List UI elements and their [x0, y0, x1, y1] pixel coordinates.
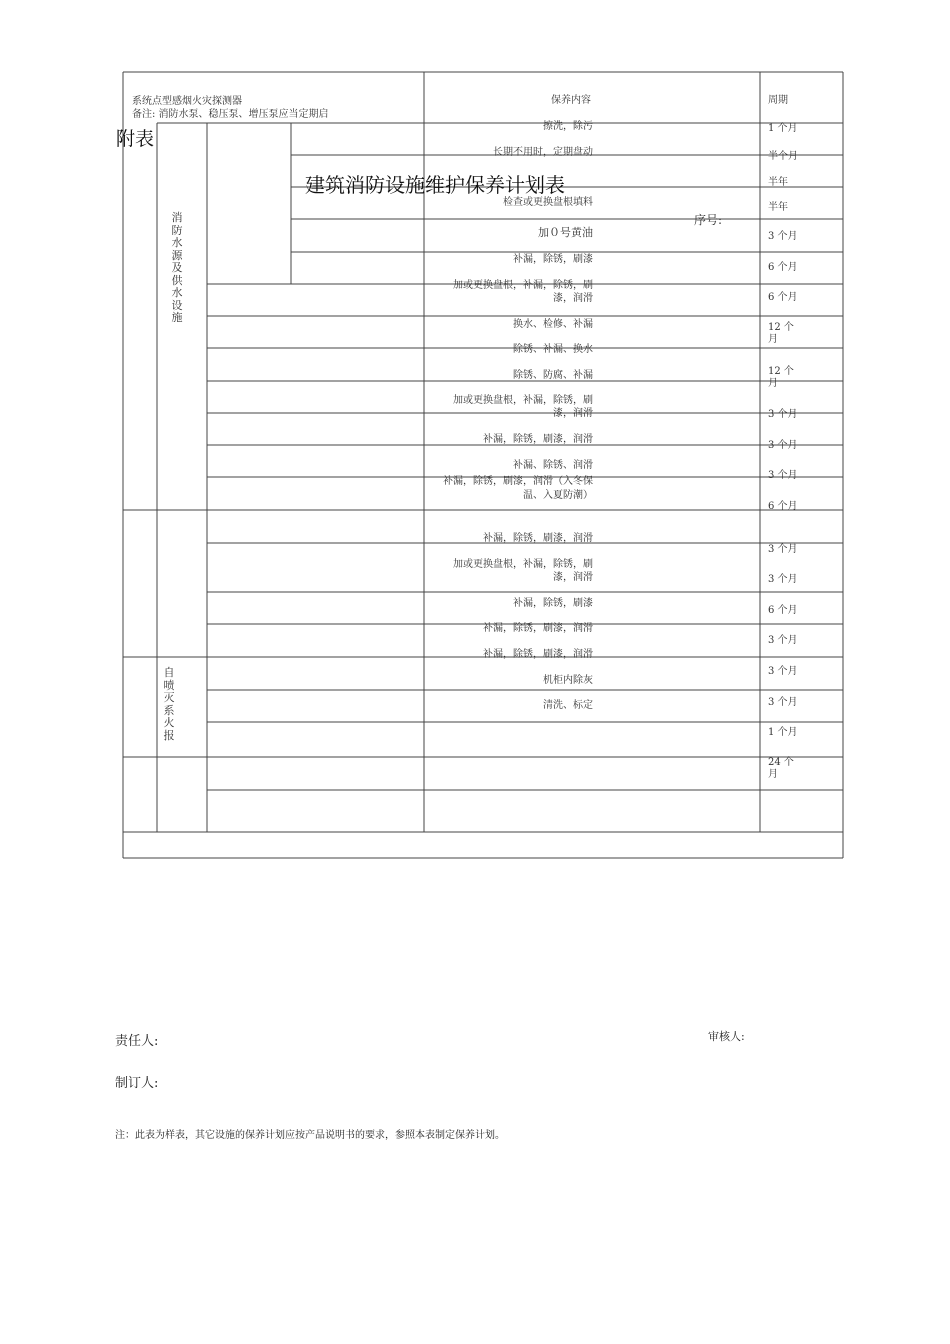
content-item: 加０号黄油	[538, 226, 593, 239]
period-cell: 3 个月	[768, 697, 798, 708]
period-cell: 1 个月	[768, 123, 798, 134]
period-cell: 半个月	[768, 151, 798, 162]
note-text: 注：此表为样表，其它设施的保养计划应按产品说明书的要求，参照本表制定保养计划。	[115, 1130, 505, 1141]
responsible-label: 责任人:	[115, 1034, 159, 1049]
content-item: 机柜内除灰	[543, 675, 593, 686]
period-cell: 半年	[768, 177, 788, 188]
content-item: 除锈、补漏、换水	[513, 344, 593, 355]
reviewer-label: 审核人:	[708, 1030, 745, 1043]
content-item: 补漏，除锈，刷漆，润滑	[483, 533, 593, 544]
content-item: 补漏，除锈，刷漆	[513, 598, 593, 609]
period-cell: 1 个月	[768, 727, 798, 738]
content-item: 补漏，除锈，刷漆，润滑	[483, 623, 593, 634]
content-item: 擦洗，除污	[543, 121, 593, 132]
period-cell: 6 个月	[768, 292, 798, 303]
period-cell: 24 个月	[768, 757, 794, 780]
period-header: 周期	[768, 95, 788, 106]
content-header: 保养内容	[551, 95, 591, 106]
period-cell: 半年	[768, 202, 788, 213]
period-cell: 3 个月	[768, 409, 798, 420]
content-item: 加或更换盘根，补漏，除锈，刷漆，润滑	[453, 395, 593, 419]
content-item: 补漏，除锈，刷漆，润滑	[483, 649, 593, 660]
period-cell: 3 个月	[768, 635, 798, 646]
appendix-label: 附表	[116, 128, 155, 150]
content-item: 换水、检修、补漏	[513, 319, 593, 330]
period-cell: 3 个月	[768, 574, 798, 585]
period-cell: 6 个月	[768, 501, 798, 512]
period-cell: 6 个月	[768, 605, 798, 616]
page-title: 建筑消防设施维护保养计划表	[305, 173, 565, 197]
group-label-sprinkler: 自喷灭系火报	[163, 666, 175, 742]
content-item: 加或更换盘根，补漏，除锈，刷漆，润滑	[453, 559, 593, 583]
content-item: 清洗、标定	[543, 700, 593, 711]
preparer-label: 制订人:	[115, 1076, 159, 1091]
content-item: 补漏，除锈，刷漆，润滑（入冬保温、入夏防潮）	[443, 476, 593, 501]
period-cell: 3 个月	[768, 666, 798, 677]
content-item: 除锈、防腐、补漏	[513, 370, 593, 381]
serial-label: 序号:	[694, 213, 723, 227]
system-label: 系统点型感烟火灾探测器	[132, 96, 242, 107]
period-cell: 12 个月	[768, 366, 794, 389]
content-item: 长期不用时，定期盘动	[493, 147, 593, 158]
group-label-water-supply: 消防水源及供水设施	[171, 211, 183, 324]
period-cell: 3 个月	[768, 440, 798, 451]
remark-label: 备注: 消防水泵、稳压泵、增压泵应当定期启	[132, 109, 329, 120]
period-cell: 3 个月	[768, 544, 798, 555]
content-item: 补漏，除锈，刷漆	[513, 254, 593, 265]
period-cell: 12 个月	[768, 322, 794, 345]
content-item: 补漏、除锈、润滑	[513, 460, 593, 471]
period-cell: 3 个月	[768, 231, 798, 242]
content-item: 加或更换盘根，补漏，除锈，刷漆，润滑	[453, 280, 593, 304]
period-cell: 6 个月	[768, 262, 798, 273]
period-cell: 3 个月	[768, 470, 798, 481]
content-item: 补漏，除锈，刷漆，润滑	[483, 434, 593, 445]
content-item: 检查或更换盘根填料	[503, 197, 593, 208]
